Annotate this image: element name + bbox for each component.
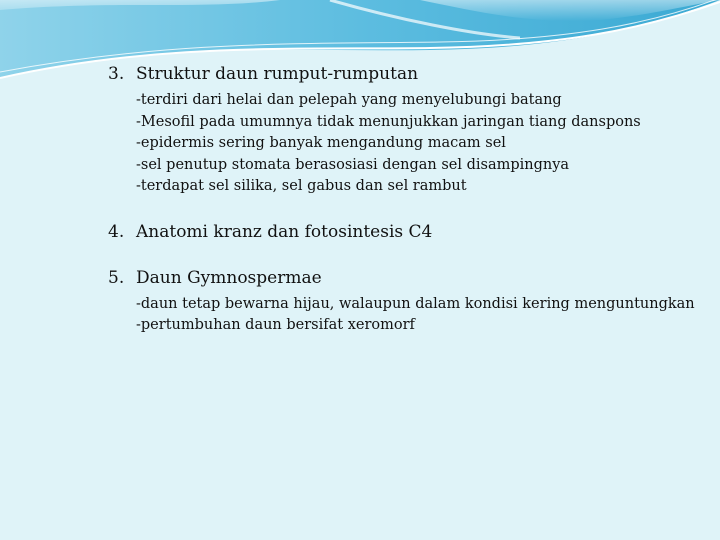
- item-number: 4.: [108, 221, 125, 242]
- item-details: [136, 90, 708, 198]
- list-item: [108, 266, 708, 337]
- detail-line: -pertumbuhan daun bersifat xeromorf: [136, 317, 415, 333]
- item-title: Daun Gymnospermae: [136, 267, 322, 288]
- detail-line: -sel penutup stomata berasosiasi dengan sel disampingnya: [136, 156, 570, 173]
- detail-line: -terdiri dari helai dan pelepah yang menyelubungi batang: [136, 92, 562, 108]
- detail-line: -Mesofil pada umumnya tidak menunjukkan jaringan tiang danspons: [136, 113, 641, 130]
- detail-line: -epidermis sering banyak mengandung macam sel: [136, 135, 506, 151]
- detail-line: -daun tetap bewarna hijau, walaupun dalam kondisi kering menguntungkan: [136, 295, 695, 312]
- item-heading: [108, 62, 708, 86]
- list-item: [108, 62, 708, 198]
- item-heading: [108, 220, 708, 244]
- list-item: [108, 220, 708, 244]
- detail-line: -terdapat sel silika, sel gabus dan sel rambut: [136, 178, 467, 194]
- slide-content: [108, 62, 708, 337]
- item-title: Struktur daun rumput-rumputan: [136, 64, 419, 84]
- item-number: 5.: [108, 267, 125, 288]
- item-title: Anatomi kranz dan fotosintesis C4: [136, 221, 433, 242]
- item-number: 3.: [108, 64, 125, 84]
- item-heading: [108, 266, 708, 290]
- item-details: [136, 294, 708, 337]
